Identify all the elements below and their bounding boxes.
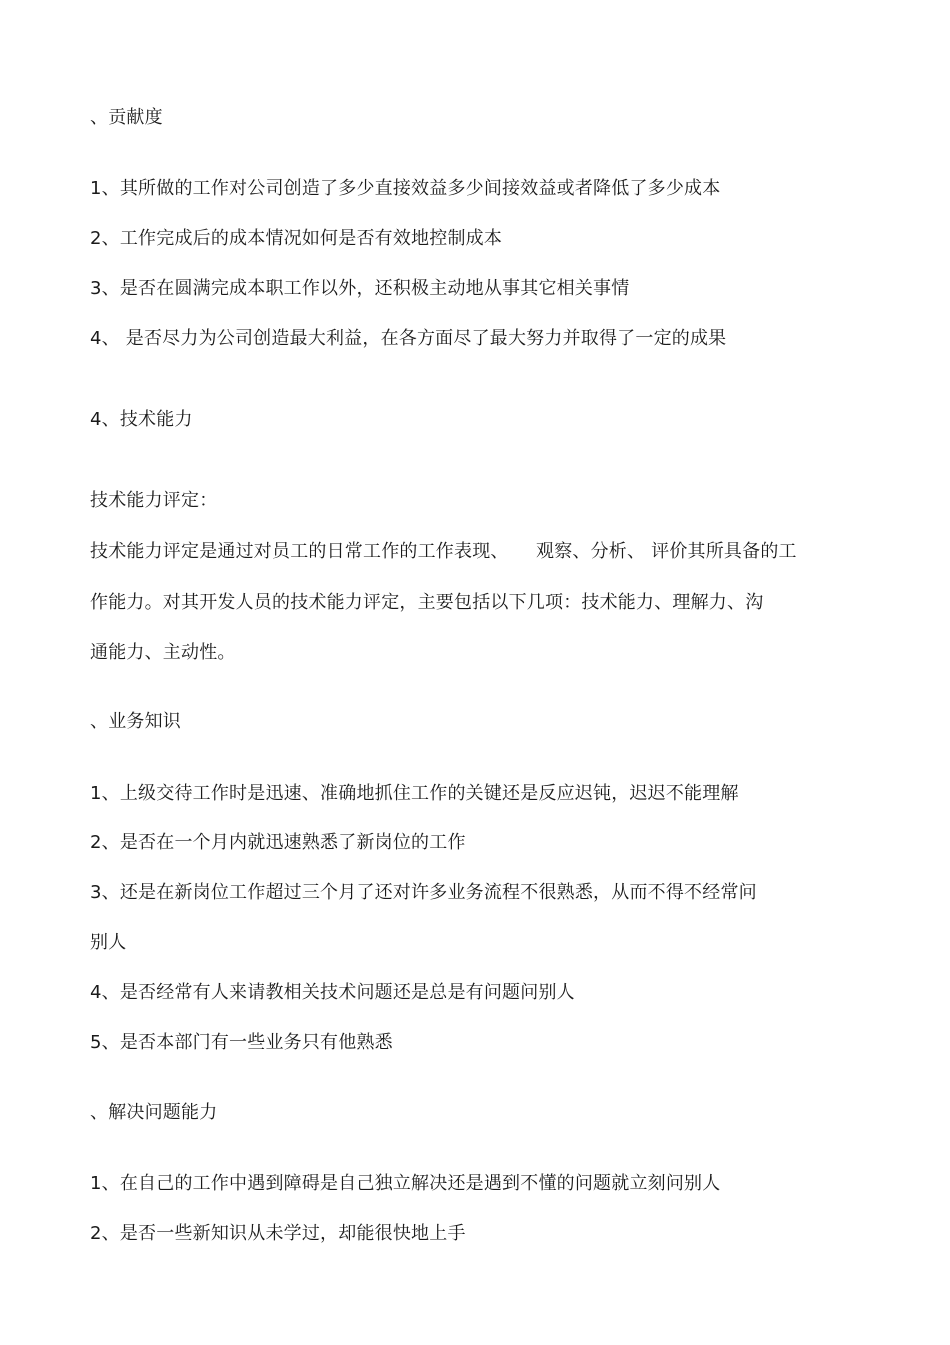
list-item: 3、还是在新岗位工作超过三个月了还对许多业务流程不很熟悉，从而不得不经常问 [90,882,757,903]
list-item: 2、是否在一个月内就迅速熟悉了新岗位的工作 [90,832,466,853]
paragraph-line: 技术能力评定是通过对员工的日常工作的工作表现、 观察、分析、 评价其所具备的工 [90,541,797,562]
section-heading-technical-ability: 4、技术能力 [90,409,193,430]
list-item: 2、工作完成后的成本情况如何是否有效地控制成本 [90,228,503,249]
list-item-continuation: 别人 [90,932,127,953]
section-heading-problem-solving: 、解决问题能力 [90,1102,218,1123]
list-item: 5、是否本部门有一些业务只有他熟悉 [90,1032,393,1053]
paragraph-line: 作能力。对其开发人员的技术能力评定，主要包括以下几项：技术能力、理解力、沟 [90,592,764,613]
list-item: 2、是否一些新知识从未学过，却能很快地上手 [90,1223,466,1244]
list-item: 1、在自己的工作中遇到障碍是自己独立解决还是遇到不懂的问题就立刻问别人 [90,1173,721,1194]
subheading-technical-evaluation: 技术能力评定： [90,490,218,511]
list-item: 4、是否经常有人来请教相关技术问题还是总是有问题问别人 [90,982,575,1003]
list-item: 1、上级交待工作时是迅速、准确地抓住工作的关键还是反应迟钝，迟迟不能理解 [90,783,739,804]
section-heading-contribution: 、贡献度 [90,107,163,128]
list-item: 3、是否在圆满完成本职工作以外，还积极主动地从事其它相关事情 [90,278,630,299]
paragraph-line: 通能力、主动性。 [90,642,236,663]
section-heading-business-knowledge: 、业务知识 [90,711,181,732]
list-item: 1、其所做的工作对公司创造了多少直接效益多少间接效益或者降低了多少成本 [90,178,721,199]
list-item: 4、 是否尽力为公司创造最大利益，在各方面尽了最大努力并取得了一定的成果 [90,328,727,349]
